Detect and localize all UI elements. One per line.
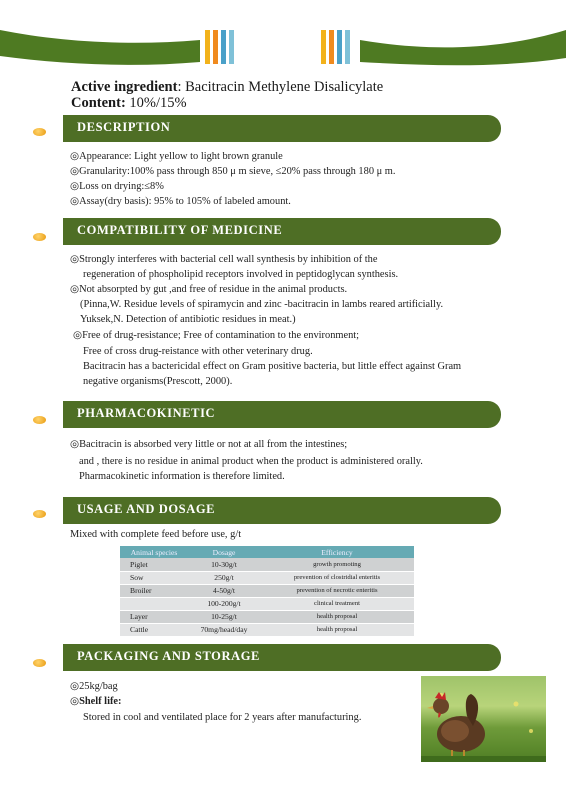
compatibility-line: regeneration of phospholipid receptors involved in peptidoglycan synthesis. xyxy=(83,269,399,280)
bullet-dot-icon xyxy=(33,128,46,136)
efficiency-cell: prevention of necrotic enteritis xyxy=(260,584,414,597)
active-ingredient-value: : Bacitracin Methylene Disalicylate xyxy=(177,79,384,95)
shelf-life-label: ◎Shelf life: xyxy=(70,696,122,707)
compatibility-line: ◎Free of drug-resistance; Free of contamination to the environment; xyxy=(73,330,360,341)
section-bar-packaging xyxy=(63,644,501,671)
pharmacokinetic-line: and , there is no residue in animal product when the product is administered orally. xyxy=(79,456,423,467)
species-cell: Cattle xyxy=(120,623,188,636)
compatibility-line: Bacitracin has a bactericidal effect on Gram positive bacteria, but little effect against Gram xyxy=(83,361,462,372)
content-value: 10%/15% xyxy=(125,95,187,111)
species-cell: Broiler xyxy=(120,584,188,597)
dosage-cell: 100-200g/t xyxy=(188,597,260,610)
chicken-photo xyxy=(421,676,546,762)
description-line: ◎Assay(dry basis): 95% to 105% of labeled amount. xyxy=(70,196,291,207)
compatibility-line: Yuksek,N. Detection of antibiotic residues in meat.) xyxy=(80,314,296,325)
description-line: ◎Appearance: Light yellow to light brown granule xyxy=(70,151,283,162)
section-bar-compatibility xyxy=(63,218,501,245)
bullet-dot-icon xyxy=(33,233,46,241)
compatibility-line: negative organisms(Prescott, 2000). xyxy=(83,376,233,387)
active-ingredient-line xyxy=(71,79,383,96)
efficiency-cell: clinical treatment xyxy=(260,597,414,610)
column-header: Animal species xyxy=(120,546,188,558)
dosage-cell: 70mg/head/day xyxy=(188,623,260,636)
dosage-table xyxy=(120,546,414,637)
bullet-dot-icon xyxy=(33,416,46,424)
efficiency-cell: health proposal xyxy=(260,623,414,636)
section-title: PACKAGING AND STORAGE xyxy=(77,649,260,663)
species-cell: Layer xyxy=(120,610,188,623)
table-row xyxy=(120,584,414,597)
section-title: PHARMACOKINETIC xyxy=(77,406,216,420)
compatibility-line: ◎Not absorpted by gut ,and free of residue in the animal products. xyxy=(70,284,348,295)
dosage-cell: 10-30g/t xyxy=(188,558,260,571)
table-row xyxy=(120,571,414,584)
compatibility-line: Free of cross drug-reistance with other veterinary drug. xyxy=(83,346,313,357)
description-line: ◎Loss on drying:≤8% xyxy=(70,181,164,192)
packaging-bag-size: ◎25kg/bag xyxy=(70,681,118,692)
bullet-dot-icon xyxy=(33,510,46,518)
pharmacokinetic-line: ◎Bacitracin is absorbed very little or not at all from the intestines; xyxy=(70,439,348,450)
top-wave-banner xyxy=(0,0,566,70)
species-cell xyxy=(120,597,188,610)
color-stripes-right xyxy=(321,30,353,64)
section-title: COMPATIBILITY OF MEDICINE xyxy=(77,223,283,237)
usage-intro: Mixed with complete feed before use, g/t xyxy=(70,529,242,540)
dosage-cell: 250g/t xyxy=(188,571,260,584)
dosage-cell: 4-50g/t xyxy=(188,584,260,597)
table-header-row xyxy=(120,546,414,558)
table-row xyxy=(120,623,414,636)
compatibility-line: (Pinna,W. Residue levels of spiramycin and zinc -bacitracin in lambs reared artificially. xyxy=(80,299,444,310)
species-cell: Sow xyxy=(120,571,188,584)
efficiency-cell: growth promoting xyxy=(260,558,414,571)
efficiency-cell: prevention of clostridial enteritis xyxy=(260,571,414,584)
pharmacokinetic-line: Pharmacokinetic information is therefore limited. xyxy=(79,471,285,482)
color-stripes-left xyxy=(205,30,237,64)
section-bar-description xyxy=(63,115,501,142)
species-cell: Piglet xyxy=(120,558,188,571)
section-bar-pharmacokinetic xyxy=(63,401,501,428)
description-line: ◎Granularity:100% pass through 850 μ m sieve, ≤20% pass through 180 μ m. xyxy=(70,166,396,177)
table-row xyxy=(120,597,414,610)
storage-text: Stored in cool and ventilated place for 2 years after manufacturing. xyxy=(83,712,362,723)
table-row xyxy=(120,558,414,571)
bullet-dot-icon xyxy=(33,659,46,667)
column-header: Efficiency xyxy=(260,546,414,558)
table-row xyxy=(120,610,414,623)
dosage-cell: 10-25g/t xyxy=(188,610,260,623)
content-line xyxy=(71,95,187,112)
section-title: USAGE AND DOSAGE xyxy=(77,502,216,516)
efficiency-cell: health proposal xyxy=(260,610,414,623)
active-ingredient-label: Active ingredient xyxy=(71,79,178,95)
section-title: DESCRIPTION xyxy=(77,120,171,134)
content-label: Content: xyxy=(71,95,126,111)
column-header: Dosage xyxy=(188,546,260,558)
section-bar-usage xyxy=(63,497,501,524)
compatibility-line: ◎Strongly interferes with bacterial cell wall synthesis by inhibition of the xyxy=(70,254,378,265)
